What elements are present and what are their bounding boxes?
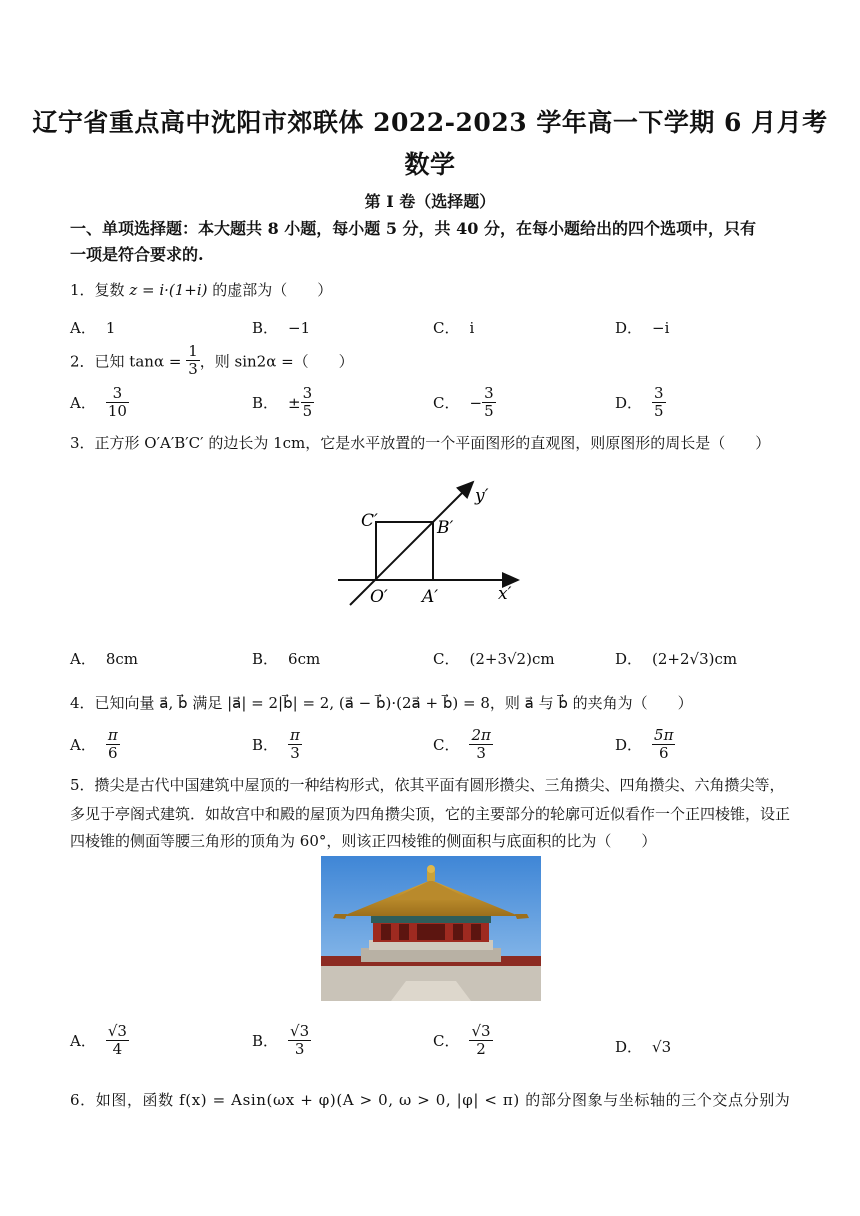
q4-option-d [615,727,675,763]
numerator: 3 [654,384,664,402]
q2-option-a [70,385,129,421]
denominator: 6 [108,744,118,763]
option-fraction [288,1023,311,1059]
option-prefix: ± [288,393,301,412]
numerator: 2π [471,726,491,744]
question-2 [70,343,354,379]
option-value: 1 [105,319,116,337]
option-fraction [106,1023,129,1059]
option-label: D． [615,319,643,337]
option-value: 6cm [288,650,321,668]
denominator: 5 [484,402,494,421]
option-label: A． [70,319,96,337]
page-title: 辽宁省重点高中沈阳市郊联体 2022-2023 学年高一下学期 6 月月考 [32,108,828,137]
option-fraction [301,385,315,421]
q5-option-d [615,1036,671,1057]
option-label: C． [433,319,460,337]
option-label: B． [252,319,279,337]
option-label: B． [252,1032,279,1051]
numerator: 3 [106,385,129,403]
numerator: 3 [484,384,494,402]
q5-option-b [252,1023,311,1059]
question-5-line3: 四棱锥的侧面等腰三角形的顶角为 60°，则该正四棱锥的侧面积与底面积的比为（ ） [70,832,657,850]
option-fraction [652,385,666,421]
question-6: 6．如图，函数 f(x) = Asin(ωx + φ)(A > 0, ω > 0, |φ| < π) 的部分图象与坐标轴的三个交点分别为 [70,1091,791,1109]
numerator: 3 [302,384,313,402]
option-label: C． [433,394,460,413]
oblique-projection-figure [330,475,530,615]
numerator: π [107,726,118,744]
q2-option-d [615,385,666,421]
option-label: A． [70,394,96,413]
question-1 [70,279,332,300]
option-label: C． [433,1032,460,1051]
option-value: 8cm [105,650,139,668]
option-label: A． [70,650,96,668]
label-y: y′ [475,486,489,506]
numerator: π [290,726,300,744]
denominator: 10 [107,402,127,421]
denominator: 6 [658,744,669,763]
option-label: B． [252,650,279,668]
question-3: 3．正方形 O′A′B′C′ 的边长为 1cm，它是水平放置的一个平面图形的直观图，则原图形的周长是（ ） [70,434,771,452]
option-label: B． [252,394,279,413]
option-fraction [106,385,129,421]
label-o: O′ [370,587,388,607]
option-fraction [469,727,492,763]
q1-option-b [252,317,310,338]
option-label: D． [615,736,643,755]
denominator: 5 [654,402,664,421]
label-b: B′ [437,518,454,538]
option-value: √3 [652,1038,672,1056]
option-label: C． [433,736,460,755]
option-fraction [106,727,120,763]
denominator: 3 [294,1040,305,1059]
part-heading: 第 I 卷（选择题） [364,192,496,211]
q1-option-d [615,317,669,338]
option-label: D． [615,650,643,668]
denominator: 4 [112,1040,123,1059]
option-fraction [652,727,675,763]
denominator: 3 [188,360,198,379]
q2-text-a: 2．已知 tanα = [70,352,187,371]
denominator: 5 [302,402,313,421]
q4-option-b [252,727,302,763]
q4-option-a [70,727,120,763]
option-value: (2+3√2)cm [469,650,555,668]
q3-option-a [70,648,138,669]
numerator: √3 [290,1022,310,1040]
q1-option-c [433,317,474,338]
q3-option-c [433,648,555,669]
option-label: D． [615,394,643,413]
numerator: √3 [471,1022,491,1040]
q2-option-b [252,385,314,421]
q1-option-a [70,317,115,338]
q3-option-d [615,648,737,669]
denominator: 3 [476,744,486,763]
option-value: (2+2√3)cm [652,650,738,668]
q1-text-a: 1．复数 [70,281,130,299]
numerator: 5π [654,726,674,744]
question-4: 4．已知向量 a⃗, b⃗ 满足 |a⃗| = 2|b⃗| = 2, (a⃗ − b⃗)·(2a⃗ + b⃗) = 8，则 a⃗ 与 b⃗ 的夹角为（ ） [70,694,693,712]
section-heading-line1: 一、单项选择题：本大题共 8 小题，每小题 5 分，共 40 分，在每小题给出的四个选项中，只有 [70,219,756,238]
option-label: D． [615,1038,643,1056]
label-a: A′ [422,587,439,607]
palace-photo-drawing [321,856,541,1001]
numerator: 1 [188,342,198,360]
q3-option-b [252,648,320,669]
denominator: 2 [476,1040,486,1059]
option-label: A． [70,1032,96,1051]
q2-fraction [186,343,200,379]
option-value: −1 [288,319,311,337]
numerator: √3 [107,1022,127,1040]
y-axis [350,482,473,605]
palace-photo [321,856,541,1001]
subject-title: 数学 [404,150,456,179]
q2-option-c [433,385,496,421]
label-c: C′ [361,511,378,531]
q1-text-b: 的虚部为（ ） [207,281,333,299]
option-fraction [469,1023,492,1059]
question-5-line2: 多见于亭阁式建筑．如故宫中和殿的屋顶为四角攒尖顶，它的主要部分的轮廓可近似看作一个正四棱锥，设正 [70,805,791,823]
option-label: B． [252,736,279,755]
q5-option-a [70,1023,129,1059]
q1-expression: z = i·(1+i) [129,281,208,299]
option-fraction [288,727,302,763]
option-label: A． [70,736,96,755]
section-heading-line2: 一项是符合要求的. [70,245,204,264]
q5-option-c [433,1023,493,1059]
label-x: x′ [498,584,512,604]
option-value: −i [652,319,670,337]
option-fraction [482,385,496,421]
question-5-line1: 5．攒尖是古代中国建筑中屋顶的一种结构形式，依其平面有圆形攒尖、三角攒尖、四角攒尖、六角攒尖等， [70,776,785,794]
option-label: C． [433,650,460,668]
option-value: i [469,319,475,337]
option-prefix: − [469,393,483,412]
q2-text-b: ，则 sin2α =（ ） [199,352,354,371]
q4-option-c [433,727,493,763]
denominator: 3 [290,744,300,763]
